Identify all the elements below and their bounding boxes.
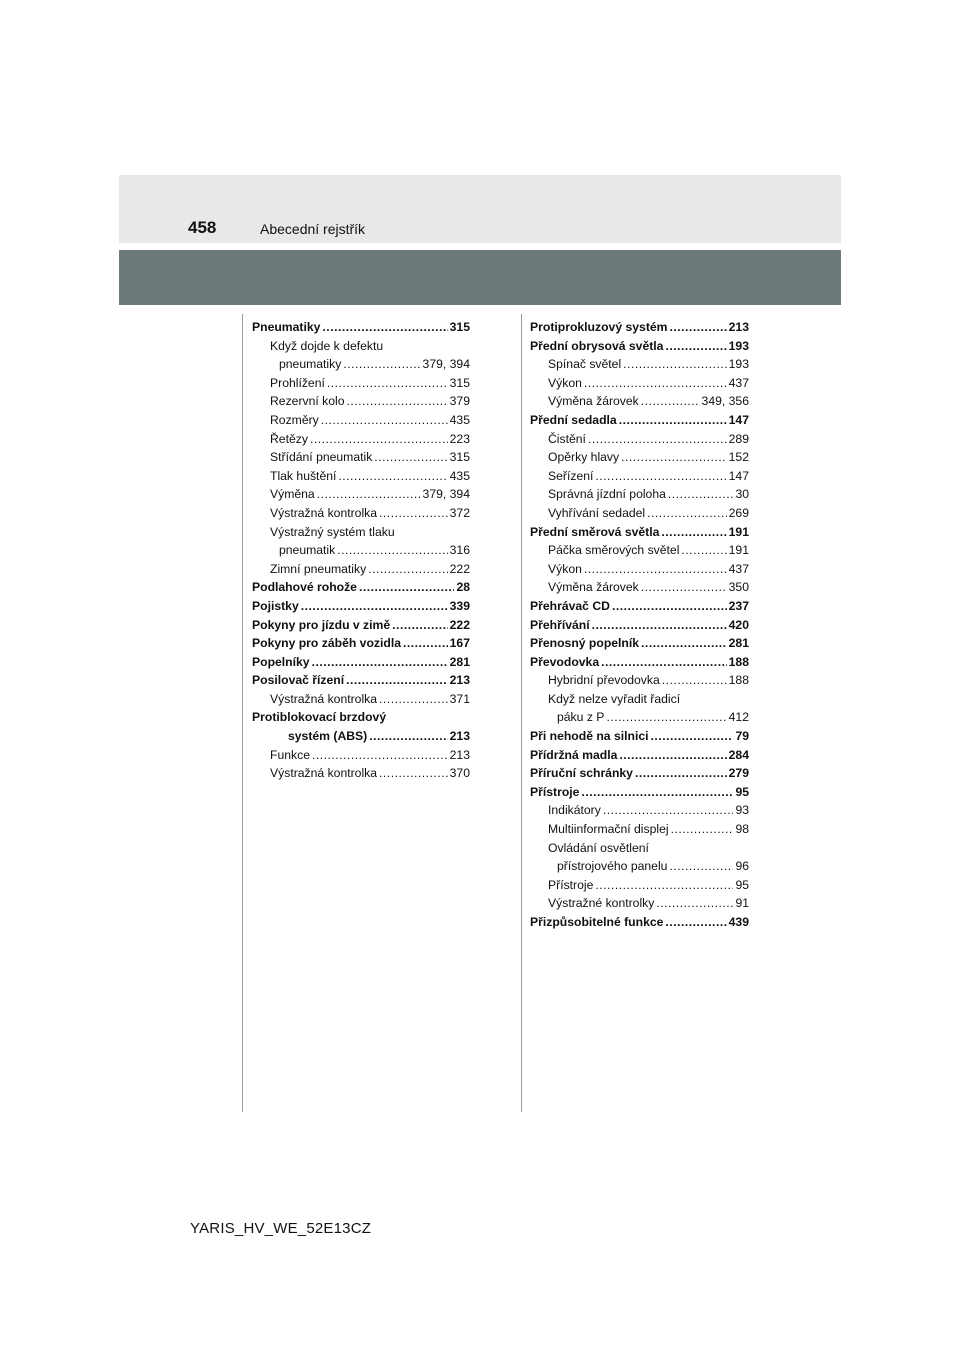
index-subentry xyxy=(252,355,470,374)
column-divider-middle xyxy=(521,314,522,1112)
index-term: Převodovka xyxy=(530,654,600,669)
index-term: Posilovač řízení xyxy=(252,673,345,688)
dot-leader xyxy=(321,411,448,430)
index-page-ref: 435 xyxy=(449,468,470,483)
dot-leader xyxy=(641,392,700,411)
index-term: Přizpůsobitelné funkce xyxy=(530,915,664,929)
index-term: Rezervní kolo xyxy=(270,394,345,409)
dot-leader xyxy=(606,708,726,727)
index-term: pneumatik xyxy=(279,543,336,558)
index-term: Spínač světel xyxy=(548,357,622,372)
index-subentry xyxy=(252,337,470,356)
index-page-ref: 379, 394 xyxy=(422,357,470,372)
index-term: Výstražný systém tlaku xyxy=(270,524,395,539)
index-page-ref: 222 xyxy=(449,617,470,632)
index-page-ref: 315 xyxy=(449,320,470,334)
dot-leader xyxy=(681,541,726,560)
index-entry xyxy=(252,616,470,635)
dot-leader xyxy=(343,355,420,374)
index-term: Zimní pneumatiky xyxy=(270,561,367,576)
index-term: Výměna žárovek xyxy=(548,394,639,409)
index-page-ref: 439 xyxy=(728,915,749,929)
index-page-ref: 315 xyxy=(449,450,470,465)
index-term: Indikátory xyxy=(548,803,601,818)
index-page-ref: 371 xyxy=(449,691,470,706)
index-subentry xyxy=(530,894,749,913)
dot-leader xyxy=(369,727,447,746)
index-term: Přední obrysová světla xyxy=(530,338,664,353)
index-entry xyxy=(530,727,749,746)
dot-leader xyxy=(588,430,727,449)
dot-leader xyxy=(668,485,734,504)
index-term: Popelníky xyxy=(252,654,310,669)
dot-leader xyxy=(301,597,448,616)
index-page-ref: 289 xyxy=(728,431,749,446)
dot-leader xyxy=(581,783,733,802)
index-subentry xyxy=(530,820,749,839)
index-page-ref: 152 xyxy=(728,450,749,465)
index-page-ref: 193 xyxy=(728,357,749,372)
index-entry xyxy=(530,411,749,430)
dot-leader xyxy=(665,913,726,932)
index-term: páku z P xyxy=(557,710,605,725)
index-term: Vyhřívání sedadel xyxy=(548,505,646,520)
index-term: Funkce xyxy=(270,747,310,762)
index-subentry xyxy=(530,876,749,895)
dot-leader xyxy=(322,318,447,337)
index-page-ref: 420 xyxy=(728,617,749,632)
dot-leader xyxy=(379,504,448,523)
index-page-ref: 279 xyxy=(728,766,749,781)
index-term: pneumatiky xyxy=(279,357,342,372)
index-page-ref: 95 xyxy=(735,784,749,799)
section-band xyxy=(119,250,841,305)
dot-leader xyxy=(310,430,448,449)
dot-leader xyxy=(635,764,727,783)
index-page-ref: 372 xyxy=(449,505,470,520)
dot-leader xyxy=(601,653,727,672)
dot-leader xyxy=(392,616,447,635)
index-page-ref: 437 xyxy=(728,375,749,390)
index-page-ref: 379, 394 xyxy=(422,487,470,502)
index-page-ref: 269 xyxy=(728,505,749,520)
index-page-ref: 412 xyxy=(728,710,749,725)
dot-leader xyxy=(359,578,454,597)
index-entry xyxy=(252,671,470,690)
index-column-left xyxy=(252,318,470,783)
index-page-ref: 28 xyxy=(456,580,470,595)
index-subentry xyxy=(530,485,749,504)
index-term: Přístroje xyxy=(530,784,580,799)
dot-leader xyxy=(612,597,727,616)
index-page-ref: 30 xyxy=(735,487,749,502)
dot-leader xyxy=(619,411,727,430)
header-band xyxy=(119,175,841,243)
index-entry xyxy=(530,913,749,932)
dot-leader xyxy=(317,485,421,504)
index-term: Podlahové rohože xyxy=(252,580,357,595)
index-page-ref: 147 xyxy=(728,412,749,427)
index-subentry xyxy=(530,690,749,709)
index-term: Výměna žárovek xyxy=(548,580,639,595)
index-term: Rozměry xyxy=(270,412,319,427)
index-subentry xyxy=(252,467,470,486)
section-title: Abecední rejstřík xyxy=(260,221,366,237)
dot-leader xyxy=(368,560,447,579)
index-term: Výstražná kontrolka xyxy=(270,766,378,781)
dot-leader xyxy=(603,801,734,820)
dot-leader xyxy=(312,746,448,765)
index-term: Pokyny pro jízdu v zimě xyxy=(252,617,391,632)
index-term: Řetězy xyxy=(270,431,308,446)
index-page-ref: 370 xyxy=(449,766,470,781)
index-subentry xyxy=(530,504,749,523)
index-page-ref: 147 xyxy=(728,468,749,483)
index-entry xyxy=(252,318,470,337)
dot-leader xyxy=(403,634,448,653)
index-page-ref: 213 xyxy=(449,673,470,688)
index-page-ref: 167 xyxy=(449,636,470,651)
index-page-ref: 281 xyxy=(728,636,749,651)
index-page-ref: 316 xyxy=(449,543,470,558)
index-subentry xyxy=(530,467,749,486)
index-page-ref: 435 xyxy=(449,412,470,427)
index-page-ref: 213 xyxy=(449,729,470,744)
dot-leader xyxy=(665,337,726,356)
index-subentry xyxy=(252,411,470,430)
index-page-ref: 350 xyxy=(728,580,749,595)
index-entry xyxy=(530,634,749,653)
index-subentry xyxy=(530,857,749,876)
index-term: Přehrávač CD xyxy=(530,598,610,613)
index-subentry xyxy=(530,839,749,858)
index-subentry xyxy=(530,448,749,467)
index-subentry xyxy=(252,374,470,393)
index-page-ref: 193 xyxy=(728,338,749,353)
index-page-ref: 93 xyxy=(735,803,749,818)
page-number: 458 xyxy=(188,218,217,237)
index-page-ref: 315 xyxy=(449,375,470,390)
index-entry xyxy=(530,337,749,356)
index-term: Páčka směrových světel xyxy=(548,543,680,558)
index-page-ref: 95 xyxy=(735,877,749,892)
index-term: Výměna xyxy=(270,487,315,502)
dot-leader xyxy=(671,820,734,839)
index-entry xyxy=(530,653,749,672)
dot-leader xyxy=(327,374,448,393)
index-term: Přístroje xyxy=(548,877,594,892)
index-term: Pojistky xyxy=(252,598,299,613)
index-term: Přední sedadla xyxy=(530,412,617,427)
dot-leader xyxy=(379,690,448,709)
document-code: YARIS_HV_WE_52E13CZ xyxy=(190,1220,372,1237)
dot-leader xyxy=(651,727,734,746)
index-term: Když dojde k defektu xyxy=(270,338,384,353)
dot-leader xyxy=(656,894,733,913)
index-page-ref: 437 xyxy=(728,561,749,576)
index-page-ref: 213 xyxy=(449,747,470,762)
index-subentry xyxy=(530,801,749,820)
index-term: Přenosný popelník xyxy=(530,636,640,651)
index-page-ref: 96 xyxy=(735,859,749,874)
index-page-ref: 339 xyxy=(449,598,470,613)
dot-leader xyxy=(670,318,727,337)
dot-leader xyxy=(623,355,726,374)
index-subentry xyxy=(252,430,470,449)
index-subentry xyxy=(252,392,470,411)
dot-leader xyxy=(584,374,727,393)
index-page-ref: 284 xyxy=(728,747,749,762)
index-page-ref: 281 xyxy=(449,654,470,669)
index-entry xyxy=(530,616,749,635)
index-term: Výstražná kontrolka xyxy=(270,691,378,706)
index-page-ref: 98 xyxy=(735,822,749,837)
dot-leader xyxy=(374,448,447,467)
index-subentry xyxy=(530,708,749,727)
index-page-ref: 222 xyxy=(449,561,470,576)
index-page-ref: 191 xyxy=(728,543,749,558)
index-page-ref: 379 xyxy=(449,394,470,409)
index-subentry xyxy=(252,448,470,467)
index-entry xyxy=(252,634,470,653)
index-term: Výkon xyxy=(548,561,582,576)
dot-leader xyxy=(379,764,448,783)
index-entry xyxy=(530,746,749,765)
index-term: Přehřívání xyxy=(530,617,590,632)
index-subentry xyxy=(252,560,470,579)
dot-leader xyxy=(641,634,727,653)
index-subentry xyxy=(530,578,749,597)
index-subentry xyxy=(530,374,749,393)
index-term: Tlak huštění xyxy=(270,468,337,483)
index-term: Opěrky hlavy xyxy=(548,450,620,465)
index-page-ref: 188 xyxy=(728,673,749,688)
index-entry xyxy=(530,523,749,542)
dot-leader xyxy=(595,876,733,895)
index-term: Přídržná madla xyxy=(530,747,618,762)
index-term: Příruční schránky xyxy=(530,766,633,781)
index-entry xyxy=(252,708,470,727)
index-term: Ovládání osvětlení xyxy=(548,840,649,855)
dot-leader xyxy=(662,671,727,690)
index-term: Výstražné kontrolky xyxy=(548,896,655,911)
index-subentry xyxy=(252,764,470,783)
index-term: Když nelze vyřadit řadicí xyxy=(548,691,681,706)
dot-leader xyxy=(312,653,448,672)
index-term: Čistění xyxy=(548,431,586,446)
index-entry xyxy=(530,783,749,802)
index-page-ref: 349, 356 xyxy=(701,394,749,409)
index-term: Protiblokovací brzdový xyxy=(252,710,387,725)
index-entry xyxy=(252,653,470,672)
index-subentry xyxy=(530,430,749,449)
dot-leader xyxy=(346,671,448,690)
dot-leader xyxy=(592,616,727,635)
index-subentry xyxy=(252,523,470,542)
index-entry xyxy=(530,318,749,337)
dot-leader xyxy=(584,560,727,579)
index-page-ref: 237 xyxy=(728,598,749,613)
index-term: Střídání pneumatik xyxy=(270,450,373,465)
dot-leader xyxy=(661,523,726,542)
dot-leader xyxy=(347,392,448,411)
index-page-ref: 213 xyxy=(728,320,749,334)
index-entry xyxy=(530,597,749,616)
index-subentry xyxy=(530,671,749,690)
index-term: Správná jízdní poloha xyxy=(548,487,666,502)
dot-leader xyxy=(641,578,727,597)
dot-leader xyxy=(647,504,727,523)
index-entry xyxy=(252,578,470,597)
index-subentry xyxy=(530,392,749,411)
index-entry xyxy=(530,764,749,783)
index-term: Prohlížení xyxy=(270,375,325,390)
dot-leader xyxy=(338,467,447,486)
index-page-ref: 191 xyxy=(728,524,749,539)
index-term: Výkon xyxy=(548,375,582,390)
dot-leader xyxy=(669,857,733,876)
index-subentry xyxy=(252,485,470,504)
index-entry xyxy=(252,727,470,746)
index-subentry xyxy=(530,560,749,579)
index-page-ref: 79 xyxy=(735,729,749,744)
index-term: systém (ABS) xyxy=(288,729,368,744)
index-term: Při nehodě na silnici xyxy=(530,729,649,744)
index-subentry xyxy=(252,504,470,523)
index-column-right xyxy=(530,318,749,932)
index-term: Přední směrová světla xyxy=(530,524,660,539)
index-term: Seřízení xyxy=(548,468,594,483)
index-term: Protiprokluzový systém xyxy=(530,320,668,334)
dot-leader xyxy=(621,448,727,467)
dot-leader xyxy=(619,746,726,765)
index-page-ref: 91 xyxy=(735,896,749,911)
index-term: Pokyny pro záběh vozidla xyxy=(252,636,401,651)
index-term: Pneumatiky xyxy=(252,320,321,334)
index-term: přístrojového panelu xyxy=(557,859,668,874)
index-subentry xyxy=(252,690,470,709)
index-term: Multiinformační displej xyxy=(548,822,669,837)
index-subentry xyxy=(252,541,470,560)
index-subentry xyxy=(530,541,749,560)
dot-leader xyxy=(595,467,726,486)
dot-leader xyxy=(337,541,447,560)
index-subentry xyxy=(252,746,470,765)
index-entry xyxy=(252,597,470,616)
column-divider-left xyxy=(242,314,243,1112)
index-term: Hybridní převodovka xyxy=(548,673,660,688)
index-page-ref: 223 xyxy=(449,431,470,446)
index-page-ref: 188 xyxy=(728,654,749,669)
index-term: Výstražná kontrolka xyxy=(270,505,378,520)
index-subentry xyxy=(530,355,749,374)
